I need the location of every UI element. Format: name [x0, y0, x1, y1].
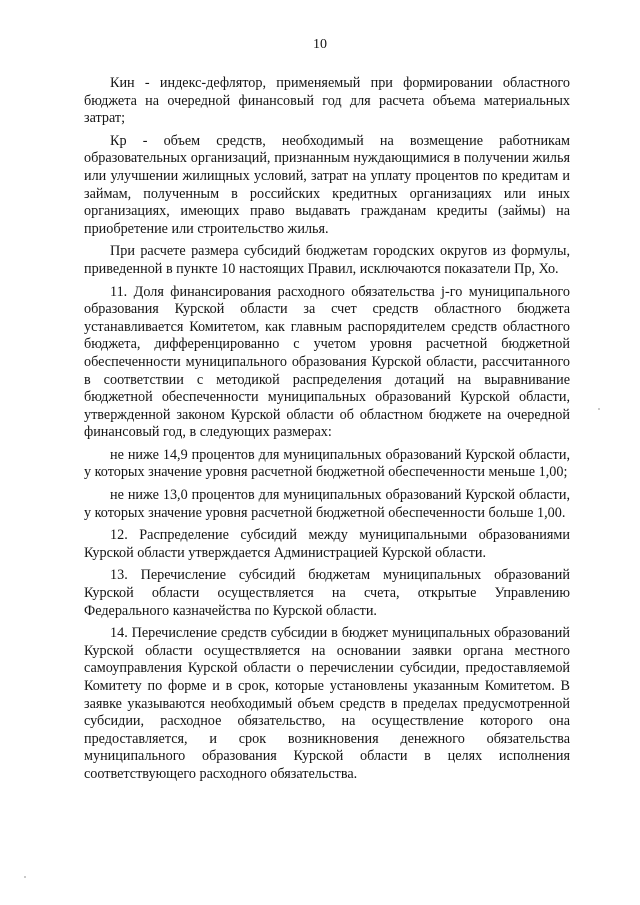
- paragraph-city-districts-note: При расчете размера субсидий бюджетам городских округов из формулы, приведенной в пункте 10 настоящих Правил, исключаются показатели Пр, Хо.: [84, 243, 570, 277]
- paragraph-kin-definition: Кин - индекс-дефлятор, применяемый при формировании областного бюджета на очередной финансовый год для расчета объема материальных затрат;: [84, 75, 570, 127]
- document-body: [84, 75, 570, 789]
- paragraph-clause-11-item-2: не ниже 13,0 процентов для муниципальных образований Курской области, у которых значение уровня расчетной бюджетной обеспеченности больше 1,00.: [84, 487, 570, 521]
- scan-speck: [598, 408, 600, 410]
- page-number: 10: [313, 37, 327, 52]
- paragraph-clause-11: 11. Доля финансирования расходного обязательства j-го муниципального образования Курской области за счет средств областного бюджета устанавливается Комитетом, как главным распорядителем средств областного бюджета, дифференцированно с учетом уровня расчетной бюджетной обеспеченности муниципального образования Курской области, рассчитанного в соответствии с методикой распределения дотаций на выравнивание бюджетной обеспеченности муниципальных образований Курской области, утвержденной законом Курской области об областном бюджете на очередной финансовый год, в следующих размерах:: [84, 283, 570, 441]
- paragraph-clause-12: 12. Распределение субсидий между муниципальными образованиями Курской области утверждается Администрацией Курской области.: [84, 527, 570, 561]
- paragraph-kr-definition: Кр - объем средств, необходимый на возмещение работникам образовательных организаций, признанным нуждающимися в получении жилья или улучшении жилищных условий, затрат на уплату процентов по кредитам и займам, полученным в российских кредитных организациях или иных организациях, имеющих право выдавать гражданам кредиты (займы) на приобретение или строительство жилья.: [84, 132, 570, 237]
- paragraph-clause-13: 13. Перечисление субсидий бюджетам муниципальных образований Курской области осуществляется на счета, открытые Управлению Федерального казначейства по Курской области.: [84, 567, 570, 619]
- paragraph-clause-14: 14. Перечисление средств субсидии в бюджет муниципальных образований Курской области осуществляется на основании заявки органа местного самоуправления Курской области о перечислении субсидии, предоставляемой Комитету по форме и в срок, которые установлены указанным Комитетом. В заявке указываются необходимый объем средств в пределах предусмотренной субсидии, расходное обязательство, на осуществление которого она предоставляется, и срок возникновения денежного обязательства муниципального образования Курской области в целях исполнения соответствующего расходного обязательства.: [84, 625, 570, 782]
- paragraph-clause-11-item-1: не ниже 14,9 процентов для муниципальных образований Курской области, у которых значение уровня расчетной бюджетной обеспеченности меньше 1,00;: [84, 446, 570, 481]
- scan-speck: [24, 876, 26, 878]
